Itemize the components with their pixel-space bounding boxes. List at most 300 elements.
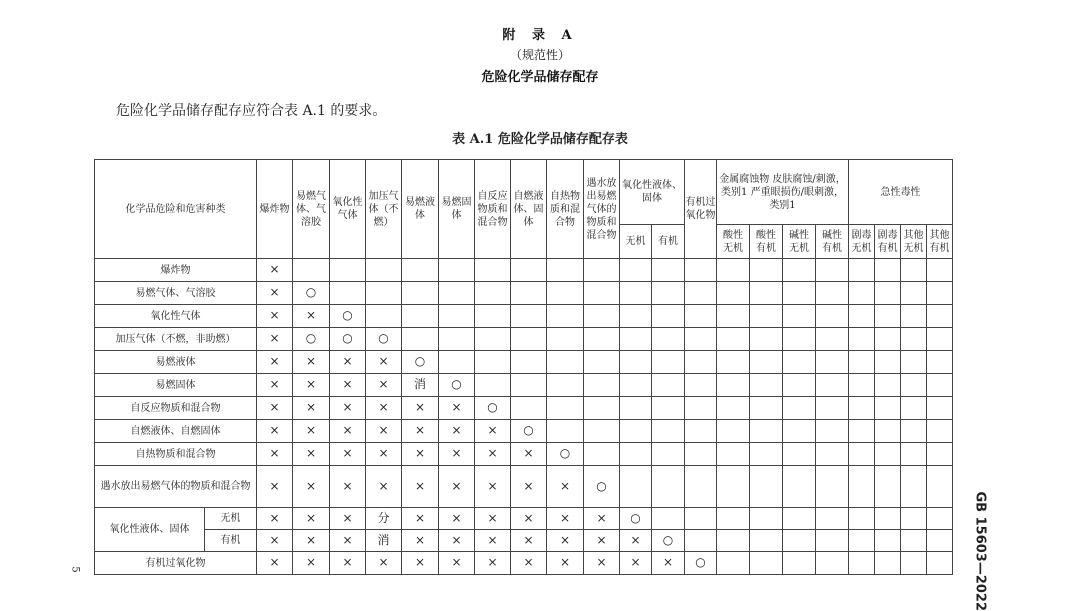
compat-cell bbox=[547, 305, 584, 328]
compat-cell bbox=[875, 351, 901, 374]
compat-cell bbox=[849, 328, 875, 351]
compat-cell: × bbox=[475, 443, 511, 466]
compat-cell: × bbox=[439, 508, 475, 530]
compat-cell bbox=[511, 374, 547, 397]
compat-cell bbox=[547, 328, 584, 351]
compat-cell bbox=[875, 552, 901, 575]
compat-cell bbox=[685, 466, 717, 508]
storage-compatibility-table bbox=[94, 159, 953, 575]
compat-cell bbox=[901, 282, 927, 305]
row-label: 氧化性气体 bbox=[95, 305, 257, 328]
row-sub-label: 有机 bbox=[205, 530, 257, 552]
compat-cell bbox=[816, 397, 849, 420]
compat-cell bbox=[849, 351, 875, 374]
compat-cell bbox=[849, 397, 875, 420]
compat-cell bbox=[439, 282, 475, 305]
row-label: 有机过氧化物 bbox=[95, 552, 257, 575]
row-label: 氧化性液体、固体 bbox=[95, 508, 205, 552]
compat-cell: 消 bbox=[402, 374, 439, 397]
compat-cell: × bbox=[293, 305, 330, 328]
compat-cell: × bbox=[366, 466, 402, 508]
table-row bbox=[95, 305, 953, 328]
compat-cell: × bbox=[475, 420, 511, 443]
compat-cell bbox=[783, 552, 816, 575]
table-row bbox=[95, 328, 953, 351]
compat-cell bbox=[783, 397, 816, 420]
oxid-sub-header: 有机 bbox=[652, 225, 685, 259]
row-label: 爆炸物 bbox=[95, 259, 257, 282]
compat-cell bbox=[652, 351, 685, 374]
sub-top: 其他 bbox=[903, 229, 924, 241]
compat-cell: × bbox=[330, 397, 366, 420]
page-number: 5 bbox=[69, 566, 81, 573]
row-label: 遇水放出易燃气体的物质和混合物 bbox=[95, 466, 257, 508]
compat-cell bbox=[849, 530, 875, 552]
compat-cell: × bbox=[366, 397, 402, 420]
compat-cell bbox=[652, 259, 685, 282]
compat-cell: × bbox=[511, 466, 547, 508]
compat-cell: × bbox=[402, 397, 439, 420]
compat-cell bbox=[402, 328, 439, 351]
compat-cell: ○ bbox=[402, 351, 439, 374]
compat-cell: × bbox=[402, 420, 439, 443]
compat-cell: ○ bbox=[584, 466, 620, 508]
compat-cell: × bbox=[257, 351, 293, 374]
compat-cell: × bbox=[330, 374, 366, 397]
compat-cell: × bbox=[475, 466, 511, 508]
intro-text: 危险化学品储存配存应符合表 A.1 的要求。 bbox=[116, 103, 387, 119]
compat-cell: × bbox=[257, 374, 293, 397]
sub-bottom: 无机 bbox=[903, 242, 924, 254]
compat-cell bbox=[875, 259, 901, 282]
compat-cell bbox=[685, 397, 717, 420]
compat-cell bbox=[875, 530, 901, 552]
compat-cell bbox=[475, 351, 511, 374]
compat-cell bbox=[750, 351, 783, 374]
row-label: 自热物质和混合物 bbox=[95, 443, 257, 466]
compat-cell bbox=[717, 351, 750, 374]
sub-bottom: 有机 bbox=[877, 242, 898, 254]
compat-cell bbox=[901, 508, 927, 530]
compat-cell bbox=[849, 552, 875, 575]
compat-cell bbox=[750, 305, 783, 328]
compat-cell: × bbox=[257, 397, 293, 420]
compat-cell bbox=[511, 259, 547, 282]
appendix-title: 危险化学品储存配存 bbox=[481, 70, 599, 85]
compat-cell bbox=[717, 374, 750, 397]
org-peroxide-header: 有机过氧化物 bbox=[685, 160, 717, 259]
compat-cell bbox=[875, 328, 901, 351]
table-row bbox=[95, 420, 953, 443]
compat-cell: × bbox=[511, 530, 547, 552]
compat-cell bbox=[750, 259, 783, 282]
compat-cell bbox=[547, 374, 584, 397]
oxid-group-header: 氧化性液体、固体 bbox=[620, 160, 685, 225]
compat-cell bbox=[652, 328, 685, 351]
compat-cell: ○ bbox=[293, 282, 330, 305]
row-label: 易燃气体、气溶胶 bbox=[95, 282, 257, 305]
compat-cell bbox=[475, 374, 511, 397]
compat-cell bbox=[816, 374, 849, 397]
compat-cell: ○ bbox=[439, 374, 475, 397]
compat-cell: × bbox=[366, 351, 402, 374]
compat-cell bbox=[584, 397, 620, 420]
compat-cell bbox=[685, 530, 717, 552]
compat-cell bbox=[620, 305, 652, 328]
compat-cell: ○ bbox=[293, 328, 330, 351]
compat-cell bbox=[652, 374, 685, 397]
compat-cell bbox=[783, 282, 816, 305]
compat-cell: × bbox=[293, 397, 330, 420]
compat-cell: × bbox=[366, 374, 402, 397]
compat-cell bbox=[402, 305, 439, 328]
compat-cell: × bbox=[293, 530, 330, 552]
compat-cell bbox=[927, 374, 953, 397]
col-header: 遇水放出易燃气体的物质和混合物 bbox=[584, 160, 620, 259]
table-row bbox=[95, 443, 953, 466]
compat-cell bbox=[849, 466, 875, 508]
row-label: 加压气体（不燃，非助燃） bbox=[95, 328, 257, 351]
compat-cell bbox=[717, 443, 750, 466]
compat-cell bbox=[717, 466, 750, 508]
compat-cell bbox=[717, 397, 750, 420]
compat-cell bbox=[717, 508, 750, 530]
toxic-sub-header bbox=[927, 225, 953, 259]
compat-cell bbox=[685, 305, 717, 328]
compat-cell bbox=[783, 443, 816, 466]
compat-cell: × bbox=[475, 552, 511, 575]
compat-cell bbox=[750, 374, 783, 397]
compat-cell bbox=[927, 530, 953, 552]
compat-cell: × bbox=[257, 530, 293, 552]
compat-cell bbox=[849, 282, 875, 305]
compat-cell bbox=[475, 328, 511, 351]
compat-cell bbox=[816, 305, 849, 328]
compat-cell bbox=[717, 552, 750, 575]
table-title: 表 A.1 危险化学品储存配存表 bbox=[452, 132, 628, 147]
table-row bbox=[95, 530, 953, 552]
col-header: 爆炸物 bbox=[257, 160, 293, 259]
compat-cell bbox=[439, 328, 475, 351]
toxic-sub-header bbox=[875, 225, 901, 259]
compat-cell: × bbox=[330, 466, 366, 508]
compat-cell bbox=[849, 508, 875, 530]
compat-cell bbox=[475, 259, 511, 282]
compat-cell bbox=[927, 282, 953, 305]
compat-cell: × bbox=[257, 443, 293, 466]
compat-cell bbox=[685, 328, 717, 351]
compat-cell: × bbox=[402, 508, 439, 530]
compat-cell bbox=[717, 259, 750, 282]
compat-cell bbox=[875, 397, 901, 420]
compat-cell: × bbox=[511, 552, 547, 575]
compat-cell bbox=[875, 420, 901, 443]
compat-cell bbox=[652, 420, 685, 443]
compat-cell: × bbox=[439, 397, 475, 420]
compat-cell bbox=[901, 259, 927, 282]
compat-cell bbox=[652, 282, 685, 305]
col-header: 自热物质和混合物 bbox=[547, 160, 584, 259]
sub-top: 碱性 bbox=[822, 229, 842, 241]
row-sub-label: 无机 bbox=[205, 508, 257, 530]
row-label: 易燃固体 bbox=[95, 374, 257, 397]
compat-cell: × bbox=[293, 466, 330, 508]
compat-cell bbox=[402, 282, 439, 305]
compat-cell: × bbox=[439, 530, 475, 552]
sub-bottom: 有机 bbox=[929, 242, 950, 254]
compat-cell bbox=[901, 443, 927, 466]
compat-cell bbox=[849, 420, 875, 443]
compat-cell bbox=[511, 305, 547, 328]
compat-cell bbox=[547, 397, 584, 420]
table-row bbox=[95, 282, 953, 305]
compat-cell: × bbox=[330, 552, 366, 575]
compat-cell: × bbox=[330, 443, 366, 466]
compat-cell bbox=[816, 443, 849, 466]
compat-cell bbox=[927, 305, 953, 328]
toxic-sub-header bbox=[849, 225, 875, 259]
col-header: 氧化性气体 bbox=[330, 160, 366, 259]
compat-cell: × bbox=[439, 420, 475, 443]
compat-cell bbox=[783, 305, 816, 328]
compat-cell bbox=[875, 508, 901, 530]
compat-cell bbox=[439, 259, 475, 282]
table-row bbox=[95, 374, 953, 397]
oxid-sub-header: 无机 bbox=[620, 225, 652, 259]
compat-cell: × bbox=[584, 530, 620, 552]
compat-cell: 分 bbox=[366, 508, 402, 530]
compat-cell: × bbox=[402, 530, 439, 552]
compat-cell bbox=[652, 466, 685, 508]
col-header: 易燃气体、气溶胶 bbox=[293, 160, 330, 259]
compat-cell bbox=[816, 351, 849, 374]
compat-cell bbox=[475, 305, 511, 328]
compat-cell bbox=[620, 443, 652, 466]
compat-cell bbox=[750, 328, 783, 351]
sub-top: 酸性 bbox=[756, 229, 776, 241]
compat-cell bbox=[584, 282, 620, 305]
compat-cell bbox=[750, 530, 783, 552]
compat-cell bbox=[875, 374, 901, 397]
compat-cell bbox=[750, 466, 783, 508]
compat-cell bbox=[547, 351, 584, 374]
sub-bottom: 有机 bbox=[822, 242, 842, 254]
sub-bottom: 有机 bbox=[756, 242, 776, 254]
compat-cell bbox=[783, 508, 816, 530]
compat-cell: × bbox=[652, 552, 685, 575]
toxic-group-header: 急性毒性 bbox=[849, 160, 953, 225]
compat-cell bbox=[750, 420, 783, 443]
compat-cell: ○ bbox=[330, 305, 366, 328]
compat-cell bbox=[652, 305, 685, 328]
compat-cell bbox=[685, 259, 717, 282]
table-row bbox=[95, 508, 953, 530]
compat-cell bbox=[685, 443, 717, 466]
compat-cell: × bbox=[293, 351, 330, 374]
compat-cell bbox=[750, 508, 783, 530]
compat-cell bbox=[750, 552, 783, 575]
col-header: 加压气体（不燃） bbox=[366, 160, 402, 259]
compat-cell bbox=[816, 282, 849, 305]
compat-cell bbox=[816, 552, 849, 575]
compat-cell bbox=[584, 443, 620, 466]
compat-cell bbox=[685, 282, 717, 305]
compat-cell: × bbox=[330, 530, 366, 552]
compat-cell bbox=[816, 466, 849, 508]
compat-cell: × bbox=[584, 552, 620, 575]
compat-cell bbox=[816, 328, 849, 351]
compat-cell bbox=[620, 351, 652, 374]
sub-top: 剧毒 bbox=[877, 229, 898, 241]
corner-header: 化学品危险和危害种类 bbox=[95, 160, 257, 259]
compat-cell bbox=[584, 305, 620, 328]
table-row bbox=[95, 259, 953, 282]
compat-cell bbox=[783, 351, 816, 374]
compat-cell: ○ bbox=[620, 508, 652, 530]
sub-top: 酸性 bbox=[723, 229, 743, 241]
compat-cell: × bbox=[475, 508, 511, 530]
compat-cell bbox=[927, 508, 953, 530]
compat-cell bbox=[584, 374, 620, 397]
compat-cell: ○ bbox=[330, 328, 366, 351]
compat-cell: ○ bbox=[685, 552, 717, 575]
compat-cell bbox=[620, 397, 652, 420]
row-label: 自反应物质和混合物 bbox=[95, 397, 257, 420]
compat-cell bbox=[717, 282, 750, 305]
compat-cell bbox=[620, 420, 652, 443]
compat-cell: × bbox=[511, 443, 547, 466]
compat-cell: × bbox=[439, 552, 475, 575]
normative-label: （规范性） bbox=[509, 48, 570, 62]
compat-cell bbox=[475, 282, 511, 305]
compat-cell bbox=[620, 328, 652, 351]
compat-cell bbox=[783, 420, 816, 443]
compat-cell bbox=[717, 328, 750, 351]
compat-cell: × bbox=[293, 508, 330, 530]
compat-cell bbox=[547, 282, 584, 305]
compat-cell bbox=[685, 351, 717, 374]
standard-code: GB 15603—2022 bbox=[972, 491, 988, 611]
compat-cell bbox=[816, 508, 849, 530]
compat-cell bbox=[584, 328, 620, 351]
compat-cell: ○ bbox=[511, 420, 547, 443]
compat-cell: × bbox=[257, 328, 293, 351]
compat-cell: × bbox=[293, 420, 330, 443]
compat-cell bbox=[652, 397, 685, 420]
compat-cell: ○ bbox=[366, 328, 402, 351]
compat-cell bbox=[927, 328, 953, 351]
sub-top: 其他 bbox=[929, 229, 950, 241]
compat-cell bbox=[875, 466, 901, 508]
compat-cell bbox=[330, 282, 366, 305]
sub-bottom: 无机 bbox=[723, 242, 743, 254]
table-row bbox=[95, 351, 953, 374]
compat-cell bbox=[366, 305, 402, 328]
compat-cell bbox=[927, 443, 953, 466]
compat-cell bbox=[717, 420, 750, 443]
compat-cell bbox=[849, 374, 875, 397]
compat-cell bbox=[620, 374, 652, 397]
compat-cell bbox=[685, 374, 717, 397]
compat-cell: × bbox=[293, 443, 330, 466]
compat-cell bbox=[816, 420, 849, 443]
compat-cell: × bbox=[620, 552, 652, 575]
compat-cell: × bbox=[366, 443, 402, 466]
compat-cell bbox=[875, 443, 901, 466]
corrosive-sub-header bbox=[783, 225, 816, 259]
compat-cell bbox=[293, 259, 330, 282]
row-label: 自燃液体、自燃固体 bbox=[95, 420, 257, 443]
compat-cell: × bbox=[402, 466, 439, 508]
compat-cell bbox=[717, 530, 750, 552]
compat-cell bbox=[620, 259, 652, 282]
compat-cell: × bbox=[584, 508, 620, 530]
corrosive-group-header: 金属腐蚀物 皮肤腐蚀/刺激，类别1 严重眼损伤/眼刺激，类别1 bbox=[717, 160, 849, 225]
compat-cell bbox=[402, 259, 439, 282]
compat-cell bbox=[927, 397, 953, 420]
compat-cell: × bbox=[547, 466, 584, 508]
compat-cell: × bbox=[439, 466, 475, 508]
compat-cell: ○ bbox=[652, 530, 685, 552]
row-label: 易燃液体 bbox=[95, 351, 257, 374]
compat-cell bbox=[849, 305, 875, 328]
compat-cell bbox=[901, 397, 927, 420]
compat-cell: × bbox=[257, 305, 293, 328]
compat-cell: × bbox=[439, 443, 475, 466]
compat-cell: × bbox=[547, 530, 584, 552]
compat-cell: × bbox=[257, 466, 293, 508]
compat-cell bbox=[927, 259, 953, 282]
col-header: 自燃液体、固体 bbox=[511, 160, 547, 259]
sub-top: 剧毒 bbox=[851, 229, 872, 241]
compat-cell bbox=[901, 552, 927, 575]
compat-cell bbox=[750, 443, 783, 466]
compat-cell: 消 bbox=[366, 530, 402, 552]
compat-cell bbox=[511, 351, 547, 374]
sub-top: 碱性 bbox=[789, 229, 809, 241]
compat-cell bbox=[584, 351, 620, 374]
compat-cell: × bbox=[366, 420, 402, 443]
compat-cell bbox=[901, 420, 927, 443]
compat-cell bbox=[901, 530, 927, 552]
compat-cell: × bbox=[547, 552, 584, 575]
compat-cell bbox=[717, 305, 750, 328]
sub-bottom: 无机 bbox=[789, 242, 809, 254]
compat-cell: × bbox=[330, 508, 366, 530]
compat-cell: × bbox=[402, 552, 439, 575]
appendix-heading: 附 录 A bbox=[502, 28, 578, 43]
compat-cell: × bbox=[293, 552, 330, 575]
compat-cell bbox=[816, 530, 849, 552]
compat-cell bbox=[901, 351, 927, 374]
compat-cell bbox=[511, 282, 547, 305]
sub-bottom: 无机 bbox=[851, 242, 872, 254]
compat-cell bbox=[783, 374, 816, 397]
compat-cell: × bbox=[293, 374, 330, 397]
compat-cell bbox=[901, 374, 927, 397]
compat-cell bbox=[620, 466, 652, 508]
compat-cell bbox=[620, 282, 652, 305]
compat-cell bbox=[330, 259, 366, 282]
compat-cell bbox=[685, 508, 717, 530]
compat-cell bbox=[816, 259, 849, 282]
corrosive-sub-header bbox=[717, 225, 750, 259]
compat-cell: × bbox=[330, 420, 366, 443]
corrosive-sub-header bbox=[750, 225, 783, 259]
compat-cell: × bbox=[620, 530, 652, 552]
compat-cell bbox=[783, 530, 816, 552]
compat-cell bbox=[750, 397, 783, 420]
